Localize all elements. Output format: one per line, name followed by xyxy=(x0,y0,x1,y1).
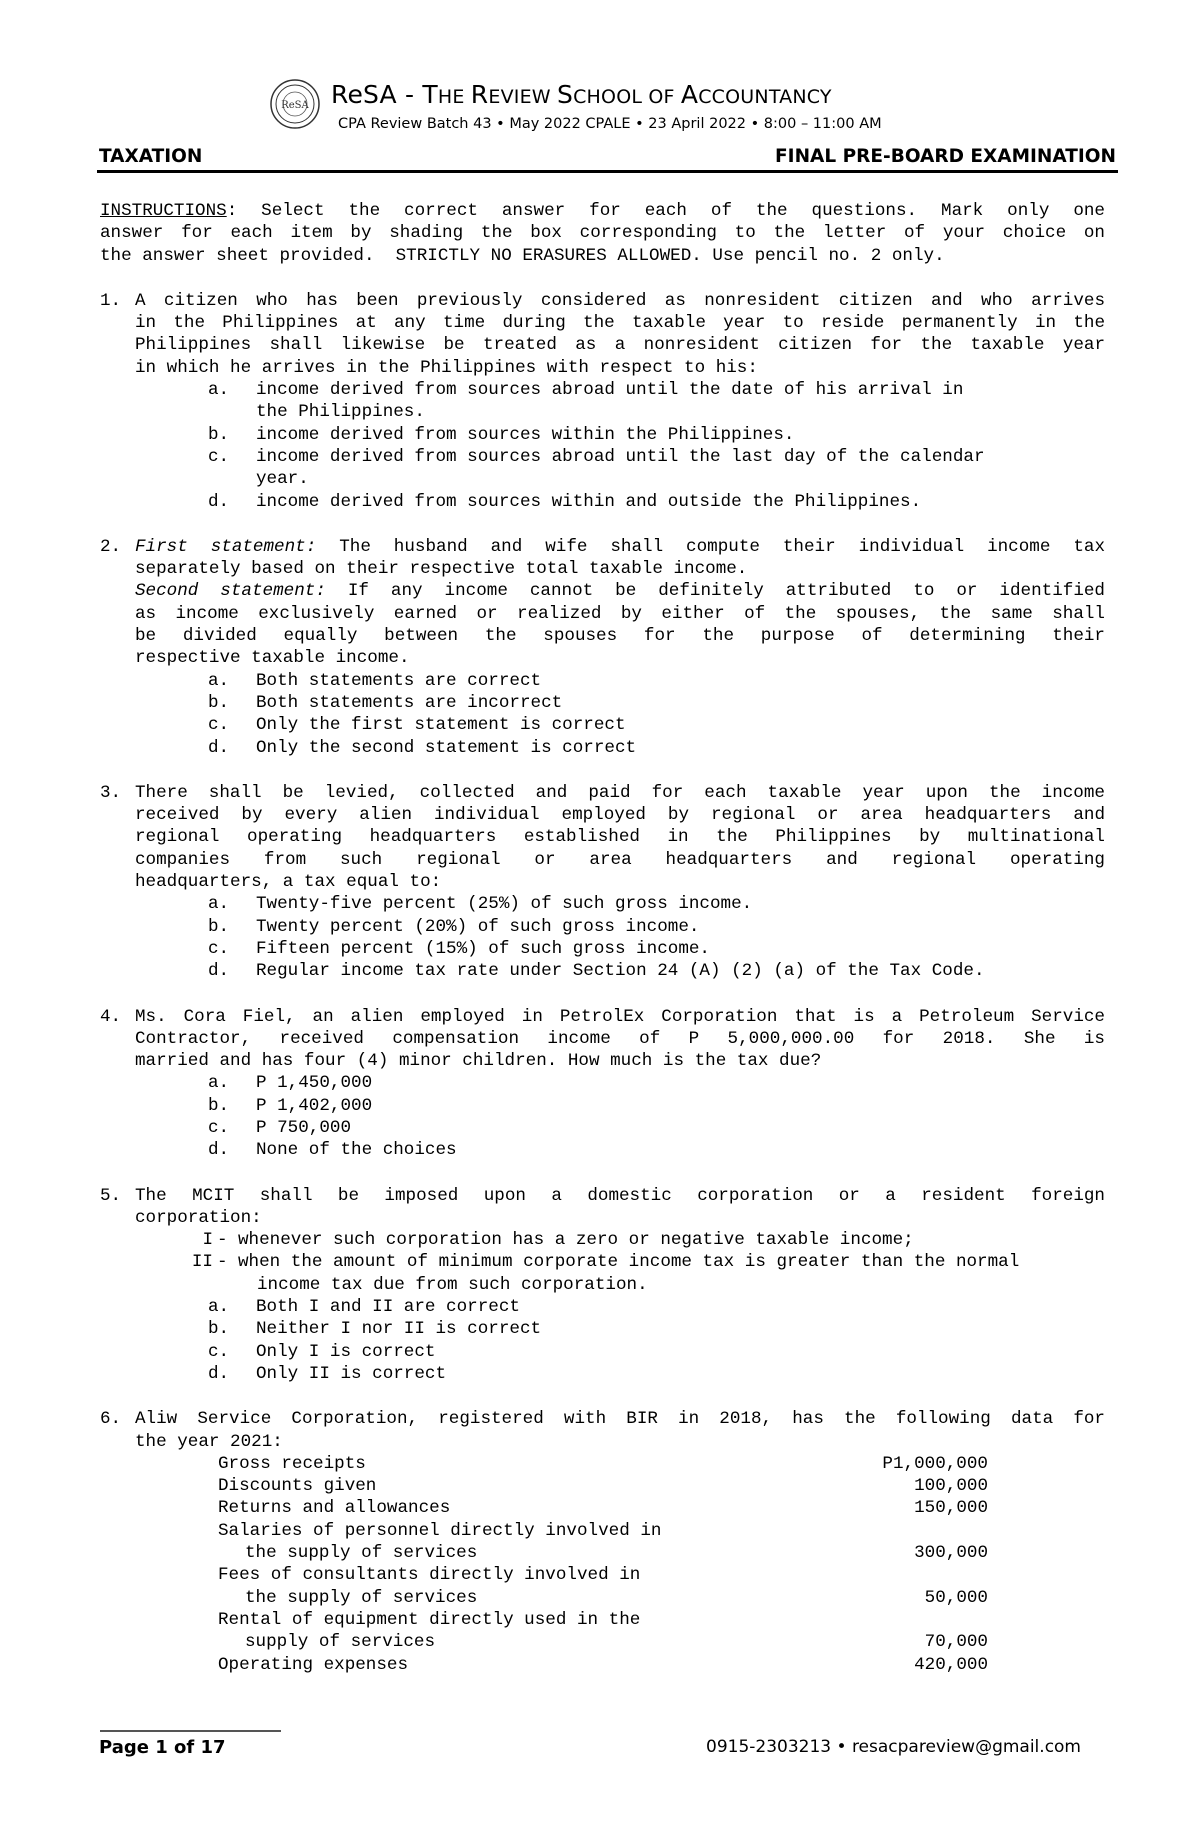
table-row: the supply of services 50,000 xyxy=(245,1587,988,1608)
instructions-label: INSTRUCTIONS xyxy=(100,201,227,221)
option-c: c. P 750,000 xyxy=(208,1117,352,1138)
option-b: b. P 1,402,000 xyxy=(208,1095,373,1116)
header-divider xyxy=(97,170,1118,173)
option-d: d. Only the second statement is correct xyxy=(208,737,637,758)
exam-label: FINAL PRE-BOARD EXAMINATION xyxy=(775,146,1116,167)
option-c: c. income derived from sources abroad until the last day of the calendar year. xyxy=(208,446,985,490)
table-row: Fees of consultants directly involved in xyxy=(218,1565,641,1586)
second-statement-label: Second statement: xyxy=(135,581,326,602)
footer-divider xyxy=(100,1730,281,1732)
option-c: c. Only I is correct xyxy=(208,1341,436,1362)
instructions: INSTRUCTIONS: Select the correct answer for each of the questions. Mark only one answer for each item by shading the box corresponding to the letter of your choice on the answer sheet provided. STRICTLY NO ERASURES ALLOWED. Use pencil no. 2 only. xyxy=(100,201,1105,266)
question-number: 5. xyxy=(100,1185,122,1206)
logo-lettering: ReSA xyxy=(281,100,309,111)
option-b: b. Both statements are incorrect xyxy=(208,692,563,713)
question-2: 2. First statement: The husband and wife shall compute their individual income tax separately based on their respective total taxable income. Second statement: If any income cannot be definitely attributed to or identified as income exclusively earned or realized by either of the spouses, the same shall be divided equally between the spouses for the purpose of determining their respective taxable income. a. Both statements are correct b. Both statements are incorrect c. Only the first statement is correct d. Only the second statement is correct xyxy=(100,536,1105,758)
question-4: 4. Ms. Cora Fiel, an alien employed in PetrolEx Corporation that is a Petroleum Service Contractor, received compensation income of P 5,000,000.00 for 2018. She is married and has four (4) minor children. How much is the tax due? a. P 1,450,000 b. P 1,402,000 c. P 750,000 d. None of the choices xyxy=(100,1006,1105,1161)
question-5: 5. The MCIT shall be imposed upon a domestic corporation or a resident foreign corporation: I - whenever such corporation has a zero or negative taxable income; II - when the amount of minimum corporate income tax is greater than the normal income tax due from such corporation. a. Both I and II are correct b. Neither I nor II is correct c. Only I is correct d. Only II is correct xyxy=(100,1185,1105,1384)
option-c: c. Only the first statement is correct xyxy=(208,715,626,736)
option-d: d. Only II is correct xyxy=(208,1363,447,1384)
table-row: Operating expenses 420,000 xyxy=(218,1654,988,1675)
first-statement-label: First statement: xyxy=(135,536,317,557)
option-d: d. None of the choices xyxy=(208,1140,457,1161)
table-row: the supply of services 300,000 xyxy=(245,1543,988,1564)
table-row: Gross receipts P1,000,000 xyxy=(218,1453,988,1474)
subject-row xyxy=(97,146,1117,170)
table-row: Returns and allowances 150,000 xyxy=(218,1498,988,1519)
page-number: Page 1 of 17 xyxy=(99,1737,226,1758)
option-a: a. P 1,450,000 xyxy=(208,1073,373,1094)
question-number: 3. xyxy=(100,782,122,803)
statement-ii: II - when the amount of minimum corporate income tax is greater than the normal xyxy=(191,1252,1020,1273)
page-header xyxy=(0,68,1200,136)
table-row: Discounts given 100,000 xyxy=(218,1476,988,1497)
data-table xyxy=(100,1453,1105,1676)
question-number: 4. xyxy=(100,1006,122,1027)
question-number: 2. xyxy=(100,536,122,557)
question-number: 6. xyxy=(100,1409,122,1430)
batch-subtitle: CPA Review Batch 43 • May 2022 CPALE • 23 April 2022 • 8:00 – 11:00 AM xyxy=(338,116,882,132)
question-number: 1. xyxy=(100,290,122,311)
option-b: b. Twenty percent (20%) of such gross income. xyxy=(208,916,700,937)
option-d: d. income derived from sources within and outside the Philippines. xyxy=(208,491,922,512)
table-row: supply of services 70,000 xyxy=(245,1632,988,1653)
option-a: a. Both I and II are correct xyxy=(208,1297,520,1318)
question-3: 3. There shall be levied, collected and paid for each taxable year upon the income received by every alien individual employed by regional or area headquarters and regional operating headquarters established in the Philippines by multinational companies from such regional or area headquarters and regional operating headquarters, a tax equal to: a. Twenty-five percent (25%) of such gross income. b. Twenty percent (20%) of such gross income. c. Fifteen percent (15%) of such gross income. d. Regular income tax rate under Section 24 (A) (2) (a) of the Tax Code. xyxy=(100,782,1105,982)
option-a: a. Twenty-five percent (25%) of such gross income. xyxy=(208,894,753,915)
subject-label: TAXATION xyxy=(99,146,203,167)
school-name: ReSA - THE REVIEW SCHOOL OF ACCOUNTANCY xyxy=(331,80,832,109)
question-1: 1. A citizen who has been previously considered as nonresident citizen and who arrives in the Philippines at any time during the taxable year to reside permanently in the Philippines shall likewise be treated as a nonresident citizen for the taxable year in which he arrives in the Philippines with respect to his: a. income derived from sources abroad until the date of his arrival in the Philippines. b. income derived from sources within the Philippines. c. income derived from sources abroad until the last day of the calendar year. d. income derived from sources within and outside the Philippines. xyxy=(100,290,1105,512)
resa-logo-icon xyxy=(269,78,321,130)
option-d: d. Regular income tax rate under Section 24 (A) (2) (a) of the Tax Code. xyxy=(208,961,985,982)
statement-i: I - whenever such corporation has a zero or negative taxable income; xyxy=(202,1230,914,1251)
option-b: b. income derived from sources within the Philippines. xyxy=(208,424,795,445)
contact-info: 0915-2303213 • resacpareview@gmail.com xyxy=(706,1737,1081,1757)
option-b: b. Neither I nor II is correct xyxy=(208,1319,542,1340)
table-row: Salaries of personnel directly involved in xyxy=(218,1520,662,1541)
option-a: a. income derived from sources abroad until the date of his arrival in the Philippines. xyxy=(208,380,964,423)
table-row: Rental of equipment directly used in the xyxy=(218,1609,641,1630)
option-a: a. Both statements are correct xyxy=(208,670,542,691)
option-c: c. Fifteen percent (15%) of such gross income. xyxy=(208,938,710,959)
exam-content xyxy=(100,200,1105,1699)
question-6: 6. Aliw Service Corporation, registered with BIR in 2018, has the following data for the year 2021: Gross receipts P1,000,000 Discounts given 100,000 Returns and allowances 150,000 Salaries of personnel directly involved in the supply of services 300,000 Fees of consultants directly involved in the supply of services 50,000 Rental of equipment directly used in the supply of services 70,000 Operating expenses 420,000 xyxy=(100,1409,1105,1675)
